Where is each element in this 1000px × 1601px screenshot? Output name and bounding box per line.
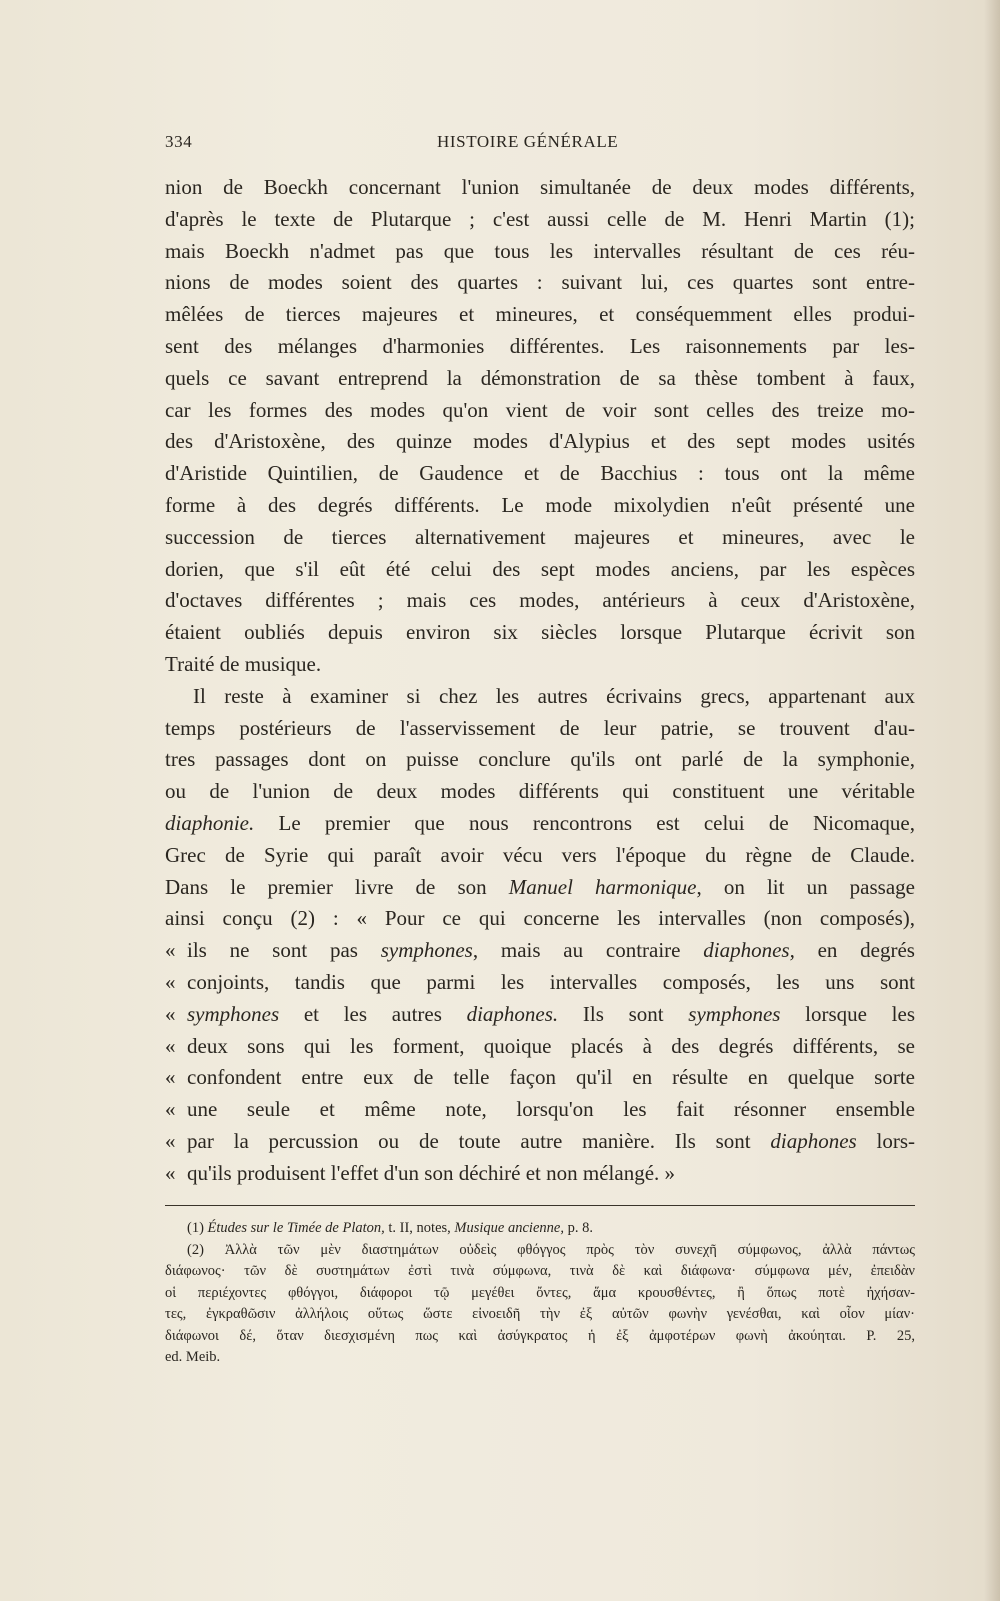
text-line: succession de tierces alternativement majeures et mineures, avec le — [165, 524, 915, 549]
text-line: d'octaves différentes ; mais ces modes, antérieurs à ceux d'Aristoxène, — [165, 588, 915, 613]
page-number: 334 — [165, 132, 193, 151]
text-run: par la percussion ou de toute autre manière. Ils sont — [187, 1128, 771, 1153]
text-line: mais Boeckh n'admet pas que tous les intervalles résultant de ces réu- — [165, 238, 915, 263]
text-run: p. 8. — [563, 1220, 593, 1236]
text-run: lors- — [856, 1128, 915, 1153]
text-run: , mais au contraire — [472, 938, 704, 963]
text-line: forme à des degrés différents. Le mode mixolydien n'eût présenté une — [165, 492, 915, 517]
running-header — [165, 132, 915, 156]
footnote-2-line: διάφωνοι δέ, ὅταν διεσχισμένη πως καὶ ἀσύγκρατος ἡ ἐξ ἀμφοτέρων φωνὴ ἀκούηται. P. 25, — [165, 1327, 915, 1344]
text-line: d'Aristide Quintilien, de Gaudence et de Bacchius : tous ont la même — [165, 461, 915, 486]
text-line: nion de Boeckh concernant l'union simultanée de deux modes différents, — [165, 175, 915, 199]
text-run: et les autres — [279, 1001, 467, 1026]
text-line: quels ce savant entreprend la démonstration de sa thèse tombent à faux, — [165, 365, 915, 390]
quote-line — [165, 1158, 915, 1190]
text-line: ainsi conçu (2) : « Pour ce qui concerne les intervalles (non composés), — [165, 906, 915, 931]
quote-mark: « — [165, 1097, 176, 1122]
cited-title: Études sur le Timée de Platon, — [207, 1220, 385, 1236]
text-line: étaient oubliés depuis environ six siècles lorsque Plutarque écrivit son — [165, 620, 915, 645]
quote-mark: « — [165, 1160, 176, 1185]
text-line: Traité de musique. — [165, 651, 322, 676]
text-line — [165, 808, 915, 840]
quote-line — [165, 967, 915, 999]
cited-title: Musique ancienne, — [454, 1220, 564, 1236]
text-line: Il reste à examiner si chez les autres écrivains grecs, appartenant aux — [193, 683, 915, 708]
text-line: temps postérieurs de l'asservissement de leur patrie, se trouvent d'au- — [165, 715, 915, 740]
quote-mark: « — [165, 1128, 176, 1153]
quote-line — [165, 935, 915, 967]
quote-mark: « — [165, 938, 176, 963]
text-line: mêlées de tierces majeures et mineures, et conséquemment elles produi- — [165, 302, 915, 327]
quote-line — [165, 1031, 915, 1063]
text-run: ils ne sont pas — [187, 938, 381, 963]
quote-line — [165, 999, 915, 1031]
footnote-2-line: τες, ἐγκραθῶσιν ἀλλήλοις οὕτως ὥστε εἰνοειδῆ τὴν ἐξ αὐτῶν φωνὴν γενέσθαι, καὶ οἷον μίαν· — [165, 1306, 915, 1322]
book-title: Manuel harmonique — [508, 874, 697, 899]
italic-term: diaphones, — [703, 938, 795, 963]
text-line: des d'Aristoxène, des quinze modes d'Alypius et des sept modes usités — [165, 429, 915, 454]
text-run: lorsque les — [780, 1001, 916, 1026]
main-text — [165, 172, 915, 1190]
page-edge-shadow — [984, 0, 1000, 1601]
quote-mark: « — [165, 1033, 176, 1058]
text-run: Le premier que nous rencontrons est celui de Nicomaque, — [254, 810, 915, 835]
italic-term: diaphonie. — [165, 810, 255, 835]
footnote-2-line: (2) Ἀλλὰ τῶν μὲν διαστημάτων οὐδεὶς φθόγγος πρὸς τὸν συνεχῆ σύμφωνος, ἀλλὰ πάντως — [187, 1241, 915, 1258]
quote-mark: « — [165, 1001, 176, 1026]
italic-term: symphones — [187, 1001, 280, 1026]
quote-mark: « — [165, 969, 176, 994]
quote-line — [165, 1062, 915, 1094]
text-line: Grec de Syrie qui paraît avoir vécu vers l'époque du règne de Claude. — [165, 842, 915, 867]
text-line — [165, 872, 915, 904]
italic-term: symphones — [380, 938, 473, 963]
text-line: tres passages dont on puisse conclure qu'ils ont parlé de la symphonie, — [165, 747, 915, 772]
text-run: qu'ils produisent l'effet d'un son déchiré et non mélangé. » — [187, 1160, 676, 1185]
quote-line — [165, 1126, 915, 1158]
text-line: d'après le texte de Plutarque ; c'est aussi celle de M. Henri Martin (1); — [165, 206, 915, 231]
text-run: Dans le premier livre de son — [165, 874, 509, 899]
text-line: sent des mélanges d'harmonies différentes. Les raisonnements par les- — [165, 333, 915, 358]
footnote-2-line: οἱ περιέχοντες φθόγγοι, διάφοροι τῷ μεγέθει ὄντες, ἅμα κρουσθέντες, ἢ ὅπως ποτὲ ἠχήσαν- — [165, 1284, 915, 1301]
text-run: conjoints, tandis que parmi les intervalles composés, les uns sont — [187, 969, 915, 994]
footnote-divider — [165, 1205, 915, 1206]
text-line: car les formes des modes qu'on vient de voir sont celles des treize mo- — [165, 397, 915, 422]
text-run: confondent entre eux de telle façon qu'il en résulte en quelque sorte — [187, 1065, 915, 1090]
footnote-2-line: ed. Meib. — [165, 1349, 221, 1365]
text-line: nions de modes soient des quartes : suivant lui, ces quartes sont entre- — [165, 270, 915, 295]
text-run: en degrés — [794, 938, 915, 963]
text-run: , on lit un passage — [696, 874, 915, 899]
italic-term: diaphones — [770, 1128, 857, 1153]
footnote-2-line: διάφωνος· τῶν δὲ συστημάτων ἐστὶ τινὰ σύμφωνα, τινὰ δὲ καὶ διάφωνα· σύμφωνα μέν, ἐπειδὰν — [165, 1263, 915, 1279]
quote-mark: « — [165, 1065, 176, 1090]
text-run: une seule et même note, lorsqu'on les fait résonner ensemble — [187, 1097, 915, 1122]
footnote-1 — [165, 1218, 915, 1240]
footnote-number: (1) — [187, 1220, 208, 1236]
text-line: ou de l'union de deux modes différents qui constituent une véritable — [165, 779, 915, 804]
text-line: dorien, que s'il eût été celui des sept modes anciens, par les espèces — [165, 556, 915, 581]
italic-term: diaphones. — [466, 1001, 559, 1026]
running-title: HISTOIRE GÉNÉRALE — [437, 132, 619, 151]
footnotes — [165, 1218, 915, 1369]
text-run: t. II, notes, — [384, 1220, 455, 1236]
quote-line — [165, 1094, 915, 1126]
text-run: deux sons qui les forment, quoique placés à des degrés différents, se — [187, 1033, 915, 1058]
italic-term: symphones — [688, 1001, 781, 1026]
text-run: Ils sont — [558, 1001, 689, 1026]
